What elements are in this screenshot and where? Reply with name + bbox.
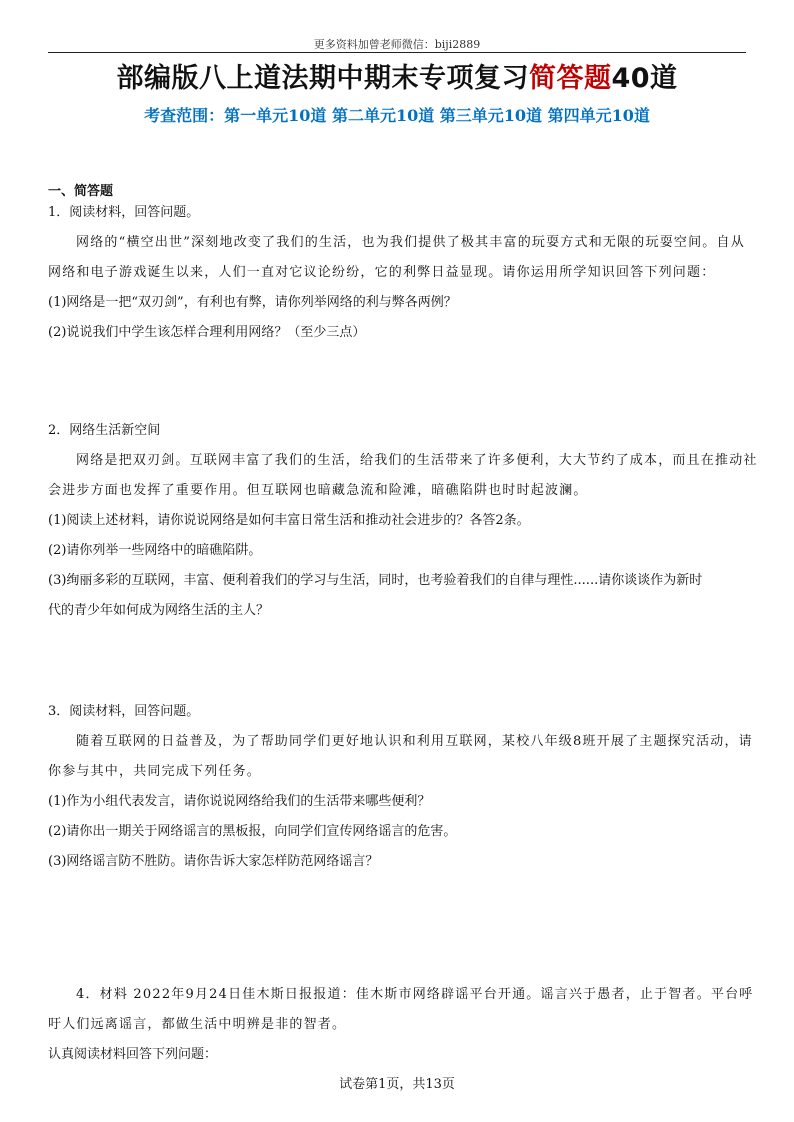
question-4 — [48, 980, 754, 1070]
title-accent: 简答题 — [528, 63, 612, 94]
sub-question: (3)绚丽多彩的互联网，丰富、便利着我们的学习与生活，同时，也考验着我们的自律与理性......请你谈谈作为新时 — [48, 573, 703, 588]
question-stem: 2．网络生活新空间 — [48, 423, 161, 438]
material-line: 4．材料 2022年9月24日佳木斯日报报道：佳木斯市网络辟谣平台开通。谣言兴于愚者，止于智者。平台呼 — [76, 987, 754, 1002]
sub-question: (3)网络谣言防不胜防。请你告诉大家怎样防范网络谣言？ — [48, 854, 379, 869]
sub-question: (1)网络是一把“双刃剑”，有利也有弊，请你列举网络的利与弊各两例？ — [48, 295, 457, 310]
sub-question: (1)阅读上述材料，请你说说网络是如何丰富日常生活和推动社会进步的？各答2条。 — [48, 513, 530, 528]
question-stem: 3．阅读材料，回答问题。 — [48, 704, 200, 719]
material-line: 网络的“横空出世”深刻地改变了我们的生活，也为我们提供了极其丰富的玩耍方式和无限的玩耍空间。自从 — [76, 235, 745, 250]
title-suffix: 40道 — [611, 63, 678, 94]
question-1 — [48, 198, 746, 348]
question-stem: 1．阅读材料，回答问题。 — [48, 205, 200, 220]
sub-question: 认真阅读材料回答下列问题： — [48, 1047, 218, 1062]
material-line: 吁人们远离谣言，都做生活中明辨是非的智者。 — [48, 1017, 347, 1032]
question-2 — [48, 416, 758, 626]
header-rule — [48, 52, 746, 53]
question-3 — [48, 697, 753, 877]
page-title — [0, 56, 794, 95]
material-line: 你参与其中，共同完成下列任务。 — [48, 764, 262, 779]
sub-question: (1)作为小组代表发言，请你说说网络给我们的生活带来哪些便利？ — [48, 794, 431, 809]
material-line: 会进步方面也发挥了重要作用。但互联网也暗藏急流和险滩，暗礁陷阱也时时起波澜。 — [48, 483, 588, 498]
sub-question: 代的青少年如何成为网络生活的主人？ — [48, 603, 270, 618]
header-note: 更多资料加曾老师微信：biji2889 — [313, 38, 481, 51]
material-line: 随着互联网的日益普及，为了帮助同学们更好地认识和利用互联网，某校八年级8班开展了主题探究活动，请 — [76, 734, 753, 749]
sub-question: (2)说说我们中学生该怎样合理利用网络？（至少三点） — [48, 325, 366, 340]
section-heading: 一、简答题 — [48, 184, 114, 199]
page-subtitle: 考查范围：第一单元10道 第二单元10道 第三单元10道 第四单元10道 — [144, 106, 650, 125]
page-footer: 试卷第1页，共13页 — [339, 1077, 455, 1092]
title-prefix: 部编版八上道法期中期末专项复习 — [116, 63, 529, 94]
sub-question: (2)请你出一期关于网络谣言的黑板报，向同学们宣传网络谣言的危害。 — [48, 824, 457, 839]
material-line: 网络是把双刃剑。互联网丰富了我们的生活，给我们的生活带来了许多便利，大大节约了成本，而且在推动社 — [76, 453, 758, 468]
material-line: 网络和电子游戏诞生以来，人们一直对它议论纷纷，它的利弊日益显现。请你运用所学知识回答下列问题： — [48, 265, 716, 280]
sub-question: (2)请你列举一些网络中的暗礁陷阱。 — [48, 543, 262, 558]
